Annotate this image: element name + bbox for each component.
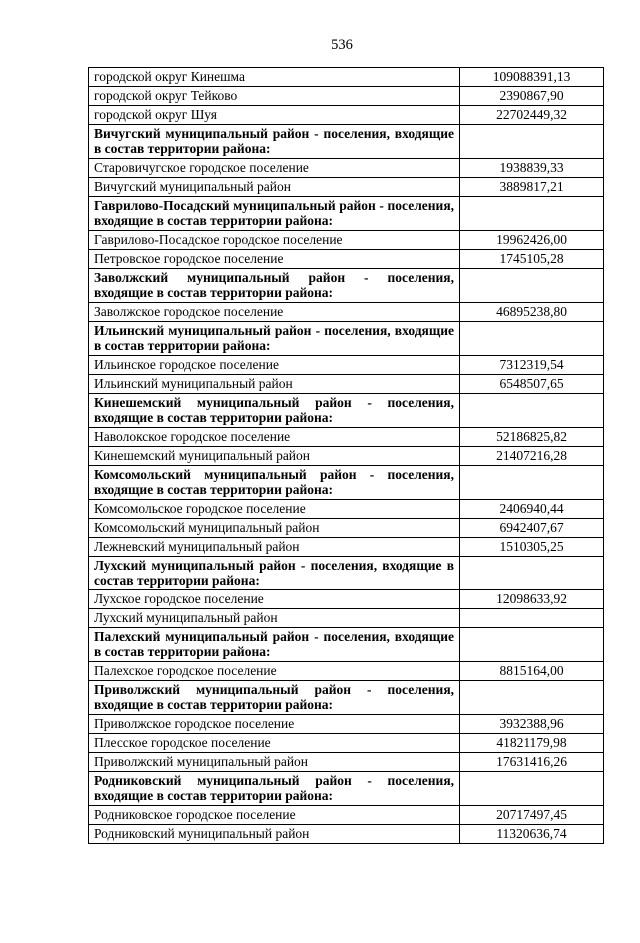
amount-cell: 12098633,92: [460, 590, 604, 609]
table-section-header-row: [89, 124, 604, 158]
amount-cell: 3932388,96: [460, 715, 604, 734]
table-row: [89, 753, 604, 772]
amount-cell: [460, 556, 604, 590]
amount-cell: [460, 124, 604, 158]
table-row: [89, 446, 604, 465]
territory-name-cell: Родниковское городское поселение: [89, 806, 460, 825]
territory-name-cell: городской округ Тейково: [89, 86, 460, 105]
table-section-header-row: [89, 268, 604, 302]
territory-name-cell: Комсомольское городское поселение: [89, 499, 460, 518]
amount-cell: 6942407,67: [460, 518, 604, 537]
table-section-header-row: [89, 393, 604, 427]
territory-name-cell: Плесское городское поселение: [89, 734, 460, 753]
territory-name-cell: Ильинский муниципальный район: [89, 374, 460, 393]
table-row: [89, 86, 604, 105]
budget-table: [88, 67, 604, 844]
amount-cell: 2390867,90: [460, 86, 604, 105]
territory-name-cell: Гаврилово-Посадское городское поселение: [89, 230, 460, 249]
territory-name-cell: Кинешемский муниципальный район - поселения, входящие в состав территории района:: [89, 393, 460, 427]
territory-name-cell: Петровское городское поселение: [89, 249, 460, 268]
territory-name-cell: Приволжский муниципальный район: [89, 753, 460, 772]
table-section-header-row: [89, 772, 604, 806]
territory-name-cell: Палехское городское поселение: [89, 662, 460, 681]
territory-name-cell: Комсомольский муниципальный район: [89, 518, 460, 537]
table-row: [89, 825, 604, 844]
amount-cell: [460, 681, 604, 715]
territory-name-cell: Ильинское городское поселение: [89, 355, 460, 374]
table-row: [89, 806, 604, 825]
territory-name-cell: Родниковский муниципальный район - поселения, входящие в состав территории района:: [89, 772, 460, 806]
amount-cell: 52186825,82: [460, 427, 604, 446]
table-row: [89, 105, 604, 124]
territory-name-cell: Лежневский муниципальный район: [89, 537, 460, 556]
amount-cell: 41821179,98: [460, 734, 604, 753]
table-row: [89, 499, 604, 518]
amount-cell: [460, 628, 604, 662]
amount-cell: 1510305,25: [460, 537, 604, 556]
amount-cell: [460, 268, 604, 302]
table-section-header-row: [89, 628, 604, 662]
table-row: [89, 374, 604, 393]
table-row: [89, 715, 604, 734]
table-section-header-row: [89, 556, 604, 590]
table-section-header-row: [89, 196, 604, 230]
territory-name-cell: Комсомольский муниципальный район - поселения, входящие в состав территории района:: [89, 465, 460, 499]
territory-name-cell: Заволжское городское поселение: [89, 302, 460, 321]
territory-name-cell: Вичугский муниципальный район: [89, 177, 460, 196]
territory-name-cell: Заволжский муниципальный район - поселения, входящие в состав территории района:: [89, 268, 460, 302]
territory-name-cell: Ильинский муниципальный район - поселения, входящие в состав территории района:: [89, 321, 460, 355]
table-row: [89, 734, 604, 753]
amount-cell: [460, 196, 604, 230]
territory-name-cell: Лухский муниципальный район: [89, 609, 460, 628]
territory-name-cell: Палехский муниципальный район - поселения, входящие в состав территории района:: [89, 628, 460, 662]
table-row: [89, 177, 604, 196]
table-row: [89, 662, 604, 681]
amount-cell: [460, 321, 604, 355]
amount-cell: [460, 465, 604, 499]
amount-cell: 8815164,00: [460, 662, 604, 681]
amount-cell: 7312319,54: [460, 355, 604, 374]
territory-name-cell: Приволжский муниципальный район - поселения, входящие в состав территории района:: [89, 681, 460, 715]
territory-name-cell: Наволокское городское поселение: [89, 427, 460, 446]
territory-name-cell: Приволжское городское поселение: [89, 715, 460, 734]
amount-cell: [460, 393, 604, 427]
table-row: [89, 158, 604, 177]
table-row: [89, 427, 604, 446]
territory-name-cell: Старовичугское городское поселение: [89, 158, 460, 177]
table-section-header-row: [89, 465, 604, 499]
table-row: [89, 302, 604, 321]
amount-cell: 109088391,13: [460, 67, 604, 86]
page-number: 536: [331, 37, 353, 53]
amount-cell: 1938839,33: [460, 158, 604, 177]
territory-name-cell: Кинешемский муниципальный район: [89, 446, 460, 465]
territory-name-cell: Гаврилово-Посадский муниципальный район - поселения, входящие в состав территории района:: [89, 196, 460, 230]
territory-name-cell: Лухское городское поселение: [89, 590, 460, 609]
amount-cell: [460, 772, 604, 806]
table-row: [89, 249, 604, 268]
amount-cell: 21407216,28: [460, 446, 604, 465]
territory-name-cell: Вичугский муниципальный район - поселения, входящие в состав территории района:: [89, 124, 460, 158]
table-row: [89, 537, 604, 556]
table-row: [89, 67, 604, 86]
amount-cell: 2406940,44: [460, 499, 604, 518]
budget-table-body: [89, 67, 604, 843]
amount-cell: 11320636,74: [460, 825, 604, 844]
territory-name-cell: городской округ Кинешма: [89, 67, 460, 86]
amount-cell: 22702449,32: [460, 105, 604, 124]
amount-cell: 46895238,80: [460, 302, 604, 321]
territory-name-cell: Лухский муниципальный район - поселения, входящие в состав территории района:: [89, 556, 460, 590]
amount-cell: 6548507,65: [460, 374, 604, 393]
territory-name-cell: городской округ Шуя: [89, 105, 460, 124]
amount-cell: 3889817,21: [460, 177, 604, 196]
table-row: [89, 230, 604, 249]
amount-cell: 1745105,28: [460, 249, 604, 268]
table-section-header-row: [89, 321, 604, 355]
amount-cell: 17631416,26: [460, 753, 604, 772]
amount-cell: [460, 609, 604, 628]
table-row: [89, 590, 604, 609]
table-row: [89, 609, 604, 628]
amount-cell: 20717497,45: [460, 806, 604, 825]
table-row: [89, 518, 604, 537]
table-row: [89, 355, 604, 374]
amount-cell: 19962426,00: [460, 230, 604, 249]
territory-name-cell: Родниковский муниципальный район: [89, 825, 460, 844]
table-section-header-row: [89, 681, 604, 715]
document-page: [0, 38, 640, 943]
